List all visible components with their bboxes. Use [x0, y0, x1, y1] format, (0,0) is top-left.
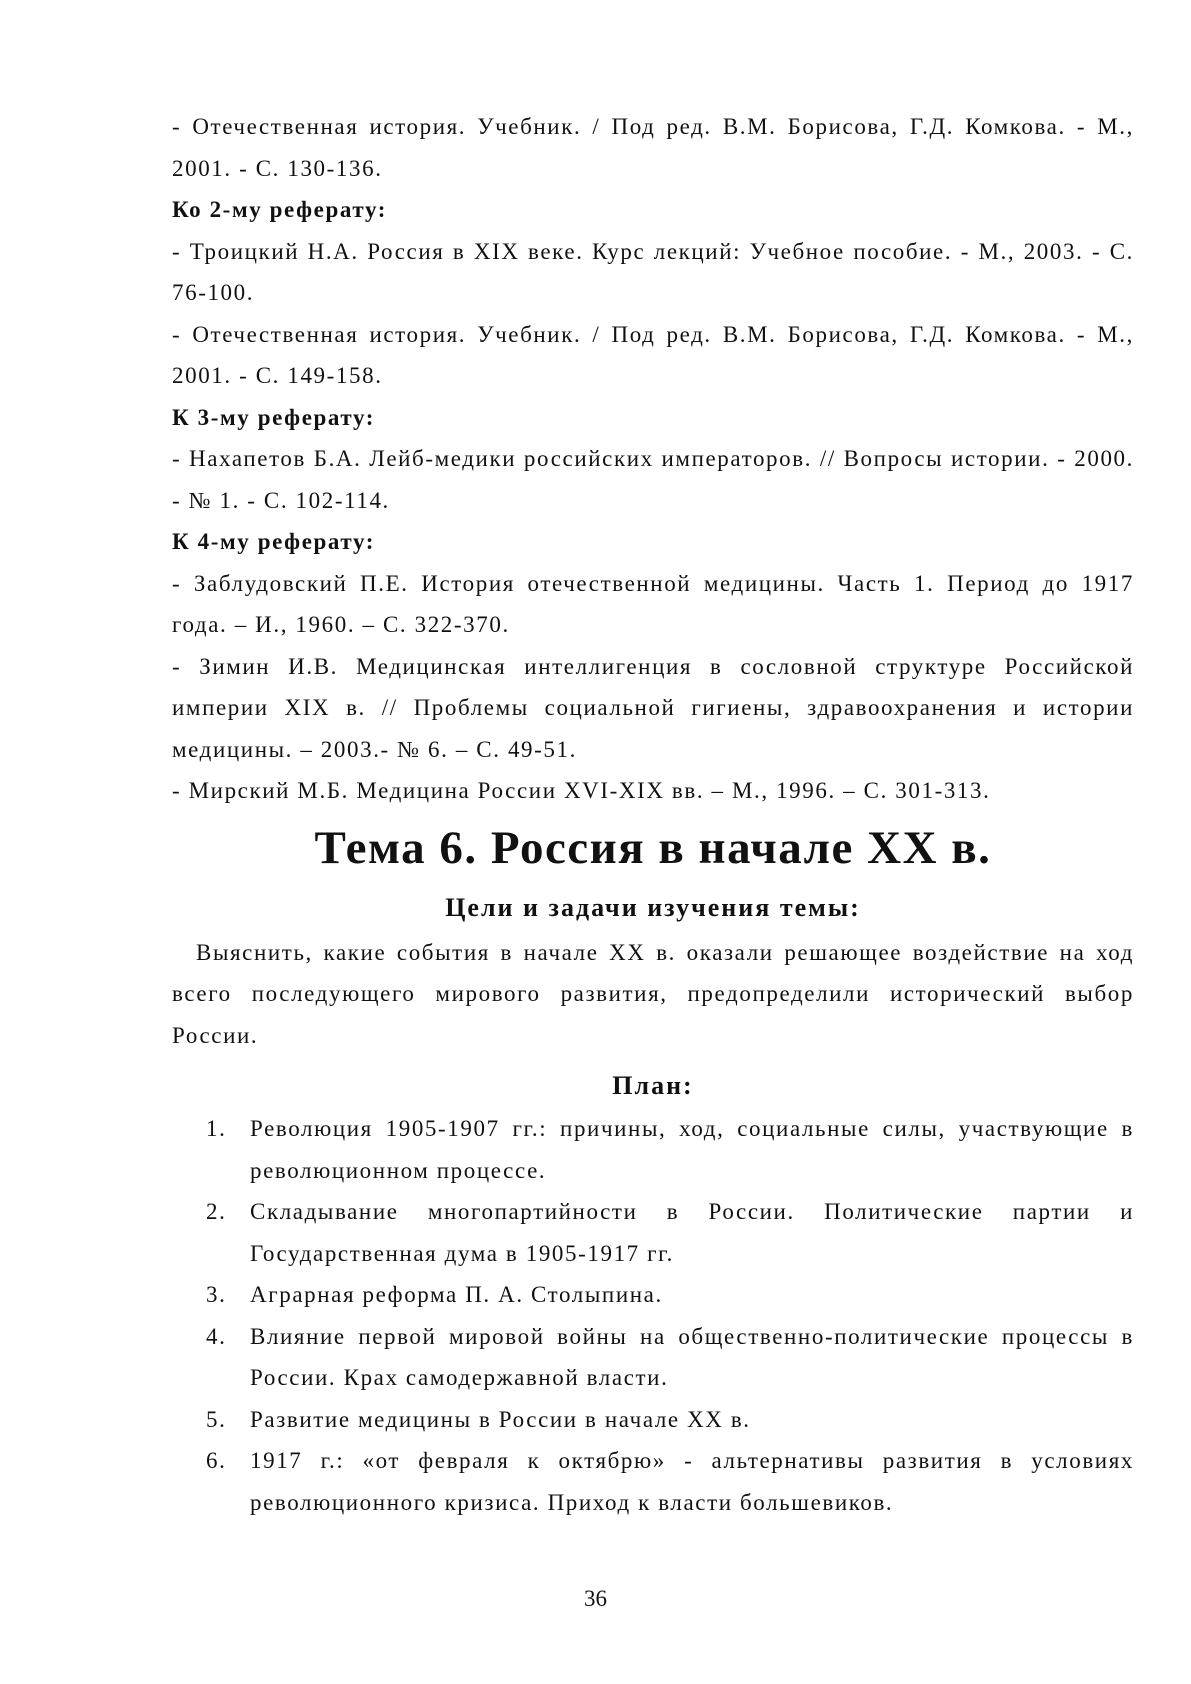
section-heading-4: К 4-му реферату:: [172, 529, 376, 554]
plan-item-number: 4.: [206, 1323, 227, 1349]
plan-item: [172, 1399, 1134, 1441]
plan-item: [172, 1440, 1134, 1523]
plan-item-number: 6.: [206, 1448, 227, 1473]
section-heading-2: Ко 2-му реферату:: [172, 197, 388, 222]
reference-item: - Отечественная история. Учебник. / Под ред. В.М. Борисова, Г.Д. Комкова. - М., 2001. - С. 130-136.: [172, 114, 1134, 181]
plan-item-text: 1917 г.: «от февраля к октябрю» - альтернативы развития в условиях революционного кризиса. Приход к власти большевиков.: [250, 1448, 1134, 1515]
page-number: 36: [584, 1586, 607, 1611]
section-heading-3: К 3-му реферату:: [172, 404, 376, 430]
plan-item-number: 1.: [206, 1116, 227, 1141]
plan-item-text: Складывание многопартийности в России. Политические партии и Государственная дума в 1905-1917 гг.: [250, 1199, 1134, 1266]
plan-list: [172, 1108, 1134, 1523]
topic-title: Тема 6. Россия в начале XX в.: [314, 821, 992, 874]
reference-item: - Зимин И.В. Медицинская интеллигенция в сословной структуре Российской империи XIX в. // Проблемы социальной гигиены, здравоохранения и истории медицины. – 2003.- № 6. – С. 49-51.: [172, 653, 1134, 762]
plan-item-text: Аграрная реформа П. А. Столыпина.: [250, 1282, 663, 1307]
plan-item-number: 3.: [206, 1282, 227, 1307]
reference-item: - Заблудовский П.Е. История отечественной медицины. Часть 1. Период до 1917 года. – И., 1960. – С. 322-370.: [172, 570, 1134, 637]
plan-item-text: Революция 1905-1907 гг.: причины, ход, социальные силы, участвующие в революционном процессе.: [250, 1116, 1134, 1183]
plan-item: [172, 1108, 1134, 1191]
reference-item: - Мирский М.Б. Медицина России XVI-XIX вв. – М., 1996. – С. 301-313.: [172, 778, 991, 803]
plan-item: [172, 1191, 1134, 1274]
plan-item: [172, 1274, 1134, 1316]
goals-heading: Цели и задачи изучения темы:: [445, 892, 861, 922]
reference-item: - Нахапетов Б.А. Лейб-медики российских императоров. // Вопросы истории. - 2000. - № 1. - С. 102-114.: [172, 446, 1134, 513]
reference-item: - Троицкий Н.А. Россия в XIX веке. Курс лекций: Учебное пособие. - М., 2003. - С. 76-100.: [172, 238, 1134, 305]
reference-item: - Отечественная история. Учебник. / Под ред. В.М. Борисова, Г.Д. Комкова. - М., 2001. - С. 149-158.: [172, 321, 1134, 388]
plan-item-number: 2.: [206, 1199, 227, 1224]
plan-item-text: Развитие медицины в России в начале XX в.: [250, 1406, 751, 1432]
goals-text: Выяснить, какие события в начале XX в. оказали решающее воздействие на ход всего последующего мирового развития, предопределили исторический выбор России.: [172, 939, 1134, 1048]
page-content: [172, 106, 1134, 1523]
plan-item-text: Влияние первой мировой войны на общественно-политические процессы в России. Крах самодержавной власти.: [250, 1323, 1134, 1390]
plan-item-number: 5.: [206, 1406, 227, 1432]
plan-item: [172, 1316, 1134, 1399]
plan-heading: План:: [612, 1071, 694, 1100]
